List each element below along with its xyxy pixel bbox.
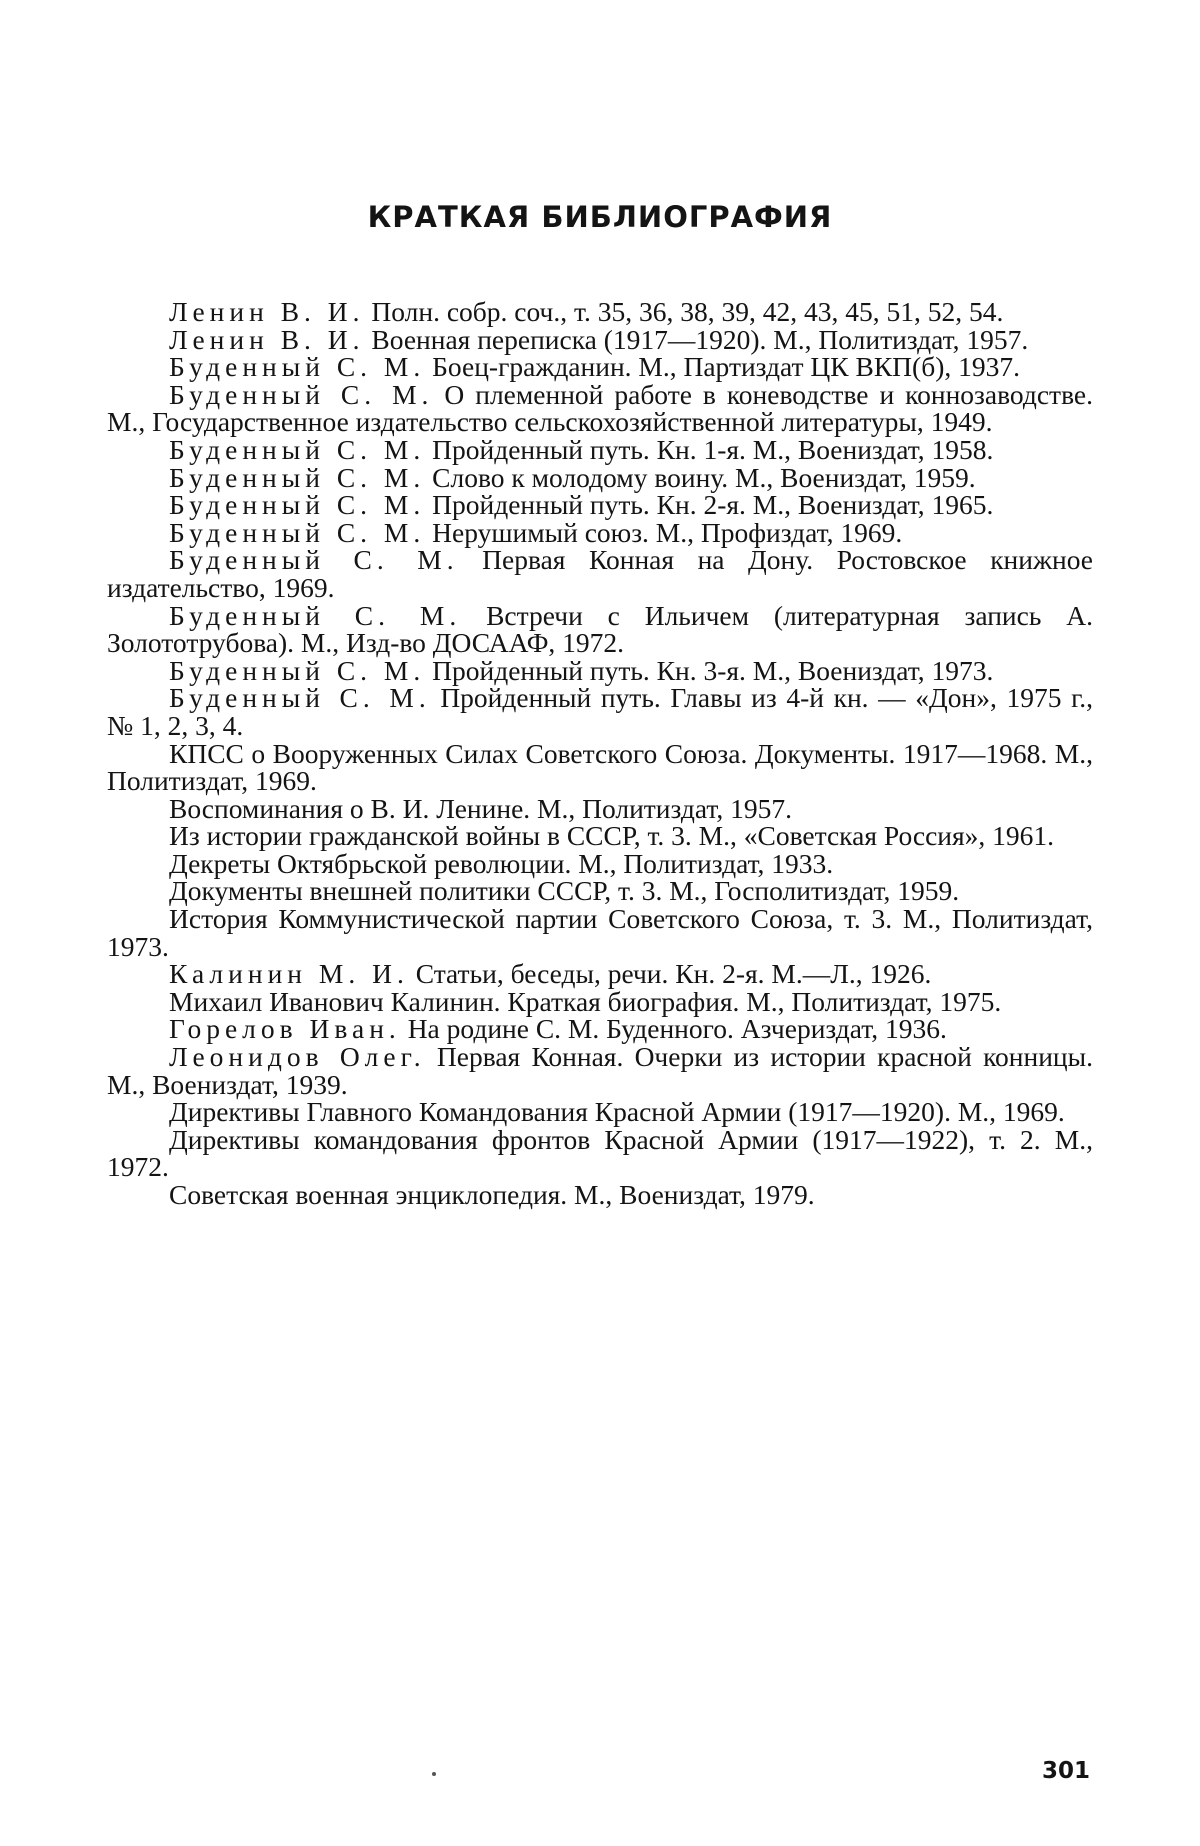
entry-author: Калинин М. И. (169, 958, 409, 990)
entry-author: Буденный С. М. (169, 351, 426, 383)
entry-text: Михаил Иванович Калинин. Краткая биография. М., Политиздат, 1975. (169, 985, 1002, 1017)
entry-author: Буденный С. М. (169, 516, 426, 548)
bibliography-entry (107, 1043, 1093, 1098)
entry-author: Буденный С. М. (169, 433, 426, 465)
bibliography-entry (107, 654, 1093, 686)
bibliography-entry (107, 905, 1093, 960)
entry-text: КПСС о Вооруженных Силах Советского Союза. Документы. 1917—1968. М., Политиздат, 1969. (107, 737, 1093, 797)
bibliography-entry (107, 877, 1093, 905)
entry-text: Пройденный путь. Главы из 4-й кн. — «Дон», 1975 г., № 1, 2, 3, 4. (107, 682, 1093, 741)
bibliography-entry (107, 433, 1093, 465)
bibliography-entry (107, 323, 1093, 355)
bibliography-entry (107, 599, 1093, 659)
entry-author: Буденный С. М. (169, 461, 426, 493)
entry-text: Документы внешней политики СССР, т. 3. М., Госполитиздат, 1959. (169, 875, 960, 907)
entry-text: Военная переписка (1917—1920). М., Политиздат, 1957. (364, 323, 1029, 355)
bibliography-entry (107, 1181, 1093, 1209)
bibliography-entry (107, 1098, 1093, 1126)
bibliography-entry (107, 546, 1093, 601)
page-number: 301 (1041, 1758, 1090, 1784)
entry-author: Ленин В. И. (169, 323, 365, 355)
entry-author: Горелов Иван. (169, 1013, 401, 1045)
bibliography-entry (107, 461, 1093, 493)
entry-text: О племенной работе в коневодстве и коннозаводстве. М., Государственное издательство сельскохозяйственной литературы, 1949. (107, 378, 1093, 438)
entry-text: Директивы командования фронтов Красной Армии (1917—1922), т. 2. М., 1972. (107, 1123, 1093, 1183)
entry-text: Директивы Главного Командования Красной Армии (1917—1920). М., 1969. (169, 1096, 1065, 1128)
print-speck (432, 1772, 436, 1776)
entry-author: Буденный С. М. (169, 654, 426, 686)
entry-text: Встречи с Ильичем (литературная запись А. Золототрубова). М., Изд-во ДОСААФ, 1972. (107, 599, 1093, 659)
bibliography-entry (107, 1123, 1093, 1183)
bibliography-list (107, 298, 1093, 1209)
bibliography-entry (107, 353, 1093, 381)
entry-text: История Коммунистической партии Советского Союза, т. 3. М., Политиздат, 1973. (107, 903, 1093, 962)
entry-author: Буденный С. М. (169, 489, 426, 521)
bibliography-entry (107, 684, 1093, 739)
page-title: КРАТКАЯ БИБЛИОГРАФИЯ (367, 200, 833, 234)
bibliography-entry (107, 378, 1093, 438)
entry-author: Буденный С. М. (169, 378, 434, 410)
entry-text: Статьи, беседы, речи. Кн. 2-я. М.—Л., 1926. (408, 958, 932, 990)
entry-text: Из истории гражданской войны в СССР, т. 3. М., «Советская Россия», 1961. (169, 820, 1055, 852)
entry-text: Пройденный путь. Кн. 3-я. М., Воениздат, 1973. (425, 654, 994, 686)
bibliography-entry (107, 985, 1093, 1017)
bibliography-entry (107, 298, 1093, 326)
entry-text: Слово к молодому воину. М., Воениздат, 1959. (425, 461, 976, 493)
entry-text: Нерушимый союз. М., Профиздат, 1969. (425, 516, 903, 548)
entry-text: Боец-гражданин. М., Партиздат ЦК ВКП(б), 1937. (425, 351, 1020, 383)
bibliography-entry (107, 792, 1093, 824)
bibliography-entry (107, 1015, 1093, 1043)
bibliography-entry (107, 737, 1093, 797)
entry-text: Первая Конная. Очерки из истории красной конницы. М., Воениздат, 1939. (107, 1041, 1093, 1100)
bibliography-entry (107, 516, 1093, 548)
entry-text: Советская военная энциклопедия. М., Воениздат, 1979. (169, 1179, 815, 1210)
bibliography-entry (107, 960, 1093, 988)
entry-author: Буденный С. М. (169, 682, 431, 714)
entry-author: Леонидов Олег. (169, 1041, 426, 1073)
bibliography-entry (107, 491, 1093, 519)
entry-text: Пройденный путь. Кн. 1-я. М., Воениздат, 1958. (425, 433, 994, 465)
entry-author: Буденный С. М. (169, 599, 462, 631)
entry-text: Пройденный путь. Кн. 2-я. М., Воениздат, 1965. (425, 489, 994, 521)
entry-text: Декреты Октябрьской революции. М., Политиздат, 1933. (169, 847, 834, 879)
entry-text: Полн. собр. соч., т. 35, 36, 38, 39, 42, 43, 45, 51, 52, 54. (364, 296, 1004, 327)
entry-text: Первая Конная на Дону. Ростовское книжное издательство, 1969. (107, 544, 1093, 603)
entry-author: Буденный С. М. (169, 544, 459, 576)
bibliography-entry (107, 847, 1093, 879)
bibliography-entry (107, 822, 1093, 850)
entry-text: Воспоминания о В. И. Ленине. М., Политиздат, 1957. (169, 792, 792, 824)
entry-text: На родине С. М. Буденного. Азчериздат, 1936. (400, 1013, 947, 1045)
entry-author: Ленин В. И. (169, 296, 365, 327)
